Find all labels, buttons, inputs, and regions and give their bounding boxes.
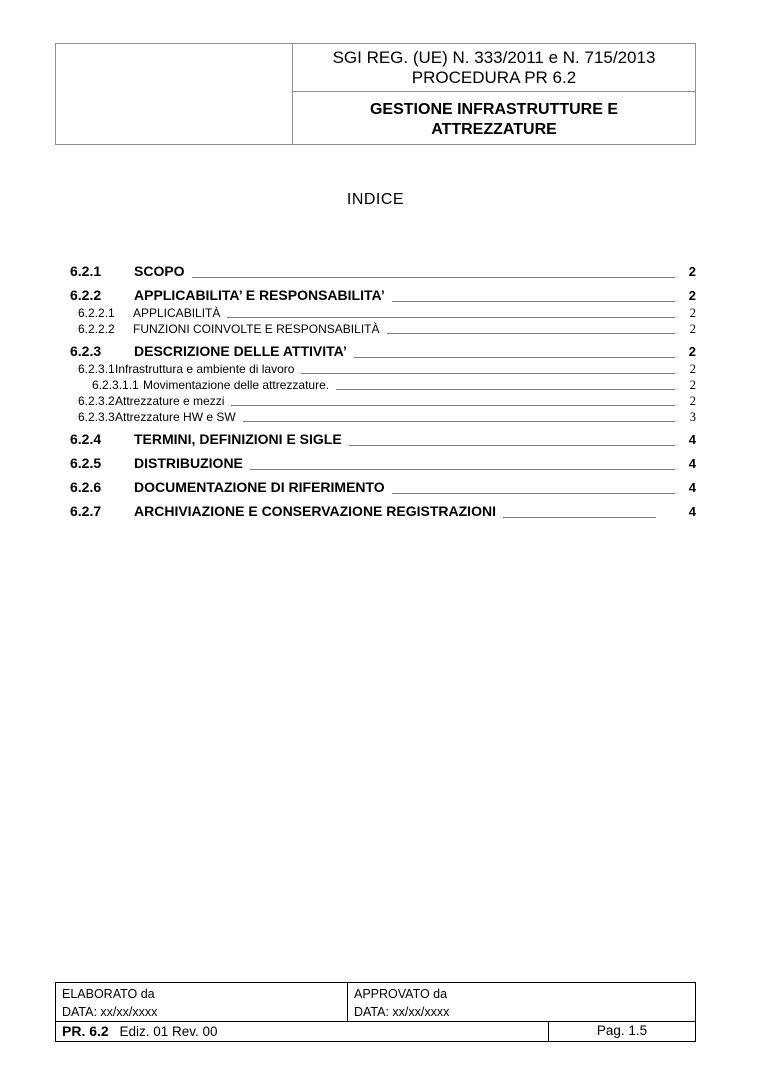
toc-page-number: 2 xyxy=(688,344,696,359)
table-of-contents xyxy=(70,262,696,521)
toc-entry-number: 6.2.4 xyxy=(70,431,102,447)
doc-edition: Ediz. 01 Rev. 00 xyxy=(119,1024,218,1039)
approvato-date: DATA: xx/xx/xxxx xyxy=(354,1005,450,1019)
toc-leader-line xyxy=(227,317,675,318)
toc-entry-number: 6.2.7 xyxy=(70,503,102,519)
toc-entry-6-2-2-2[interactable] xyxy=(70,321,696,337)
toc-entry-6-2-4[interactable] xyxy=(70,430,696,449)
toc-entry-6-2-2[interactable] xyxy=(70,286,696,305)
toc-entry-title: DESCRIZIONE DELLE ATTIVITA’ xyxy=(134,343,347,359)
toc-leader-line xyxy=(243,421,675,422)
toc-entry-title: APPLICABILITÀ xyxy=(133,306,221,320)
toc-entry-title: TERMINI, DEFINIZIONI E SIGLE xyxy=(134,431,342,447)
toc-page-number: 2 xyxy=(689,362,696,376)
regulation-line: SGI REG. (UE) N. 333/2011 e N. 715/2013 xyxy=(332,48,656,67)
toc-entry-6-2-5[interactable] xyxy=(70,454,696,473)
toc-page-number: 3 xyxy=(689,410,696,424)
footer-revision-row xyxy=(56,1022,695,1041)
toc-page-number: 2 xyxy=(689,378,696,392)
toc-entry-title: Attrezzature HW e SW xyxy=(115,410,236,424)
toc-leader-line xyxy=(250,469,675,470)
toc-leader-line xyxy=(349,445,675,446)
toc-entry-6-2-3-2[interactable] xyxy=(70,393,696,409)
toc-page-number: 2 xyxy=(688,264,696,279)
footer-signatures-row xyxy=(56,983,695,1022)
toc-entry-6-2-3-1[interactable] xyxy=(70,361,696,377)
toc-page-number: 2 xyxy=(688,288,696,303)
toc-leader-line xyxy=(387,333,676,334)
toc-entry-6-2-1[interactable] xyxy=(70,262,696,281)
toc-leader-line xyxy=(392,493,675,494)
toc-page-number: 4 xyxy=(688,480,696,495)
footer-table xyxy=(55,982,696,1042)
header-right-column xyxy=(293,44,695,144)
toc-entry-title: Infrastruttura e ambiente di lavoro xyxy=(115,362,295,376)
toc-entry-number: 6.2.3.1.1 xyxy=(92,378,139,392)
elaborato-cell xyxy=(56,983,348,1021)
toc-entry-number: 6.2.5 xyxy=(70,455,102,471)
toc-entry-6-2-3[interactable] xyxy=(70,342,696,361)
toc-entry-6-2-7[interactable] xyxy=(70,502,696,521)
toc-entry-6-2-3-1-1[interactable] xyxy=(70,377,696,393)
document-title-cell xyxy=(293,92,695,144)
toc-entry-6-2-2-1[interactable] xyxy=(70,305,696,321)
approvato-label: APPROVATO da xyxy=(354,987,448,1001)
toc-entry-number: 6.2.1 xyxy=(70,263,102,279)
toc-leader-line xyxy=(354,357,675,358)
header-table xyxy=(55,43,696,145)
elaborato-label: ELABORATO da xyxy=(62,987,155,1001)
logo-cell xyxy=(56,44,293,144)
toc-entry-6-2-3-3[interactable] xyxy=(70,409,696,425)
header-regulation-cell xyxy=(293,44,695,92)
procedure-line: PROCEDURA PR 6.2 xyxy=(411,68,577,87)
toc-page-number: 4 xyxy=(688,456,696,471)
toc-entry-number: 6.2.3 xyxy=(70,343,102,359)
toc-entry-title: SCOPO xyxy=(134,263,185,279)
toc-entry-number: 6.2.3.1 xyxy=(78,362,115,376)
toc-entry-number: 6.2.3.2 xyxy=(78,394,115,408)
index-title: INDICE xyxy=(346,191,405,208)
doc-code: PR. 6.2 xyxy=(62,1023,109,1039)
toc-leader-line xyxy=(301,373,675,374)
elaborato-date: DATA: xx/xx/xxxx xyxy=(62,1005,158,1019)
toc-page-number: 2 xyxy=(689,306,696,320)
toc-entry-number: 6.2.2.1 xyxy=(78,306,115,320)
page-number-cell: Pag. 1.5 xyxy=(596,1023,648,1038)
toc-entry-title: DISTRIBUZIONE xyxy=(134,455,243,471)
document-title-line2: ATTREZZATURE xyxy=(431,121,557,138)
toc-leader-line xyxy=(503,517,656,518)
toc-entry-number: 6.2.6 xyxy=(70,479,102,495)
approvato-cell xyxy=(348,983,695,1021)
toc-entry-number: 6.2.3.3 xyxy=(78,410,115,424)
toc-entry-title: Movimentazione delle attrezzature. xyxy=(143,378,330,392)
doc-code-cell xyxy=(56,1022,549,1041)
toc-entry-title: FUNZIONI COINVOLTE E RESPONSABILITÀ xyxy=(133,322,380,336)
toc-entry-number: 6.2.2.2 xyxy=(78,322,115,336)
toc-page-number: 4 xyxy=(688,504,696,519)
toc-entry-title: ARCHIVIAZIONE E CONSERVAZIONE REGISTRAZIONI xyxy=(134,503,496,519)
toc-leader-line xyxy=(336,389,675,390)
toc-leader-line xyxy=(192,277,675,278)
toc-entry-title: DOCUMENTAZIONE DI RIFERIMENTO xyxy=(134,479,385,495)
toc-page-number: 4 xyxy=(688,432,696,447)
toc-entry-title: APPLICABILITA’ E RESPONSABILITA’ xyxy=(134,287,385,303)
toc-page-number: 2 xyxy=(689,322,696,336)
toc-entry-number: 6.2.2 xyxy=(70,287,102,303)
toc-leader-line xyxy=(392,301,675,302)
toc-leader-line xyxy=(231,405,675,406)
document-title-line1: GESTIONE INFRASTRUTTURE E xyxy=(369,101,618,118)
toc-entry-title: Attrezzature e mezzi xyxy=(115,394,225,408)
toc-page-number: 2 xyxy=(689,394,696,408)
toc-entry-6-2-6[interactable] xyxy=(70,478,696,497)
